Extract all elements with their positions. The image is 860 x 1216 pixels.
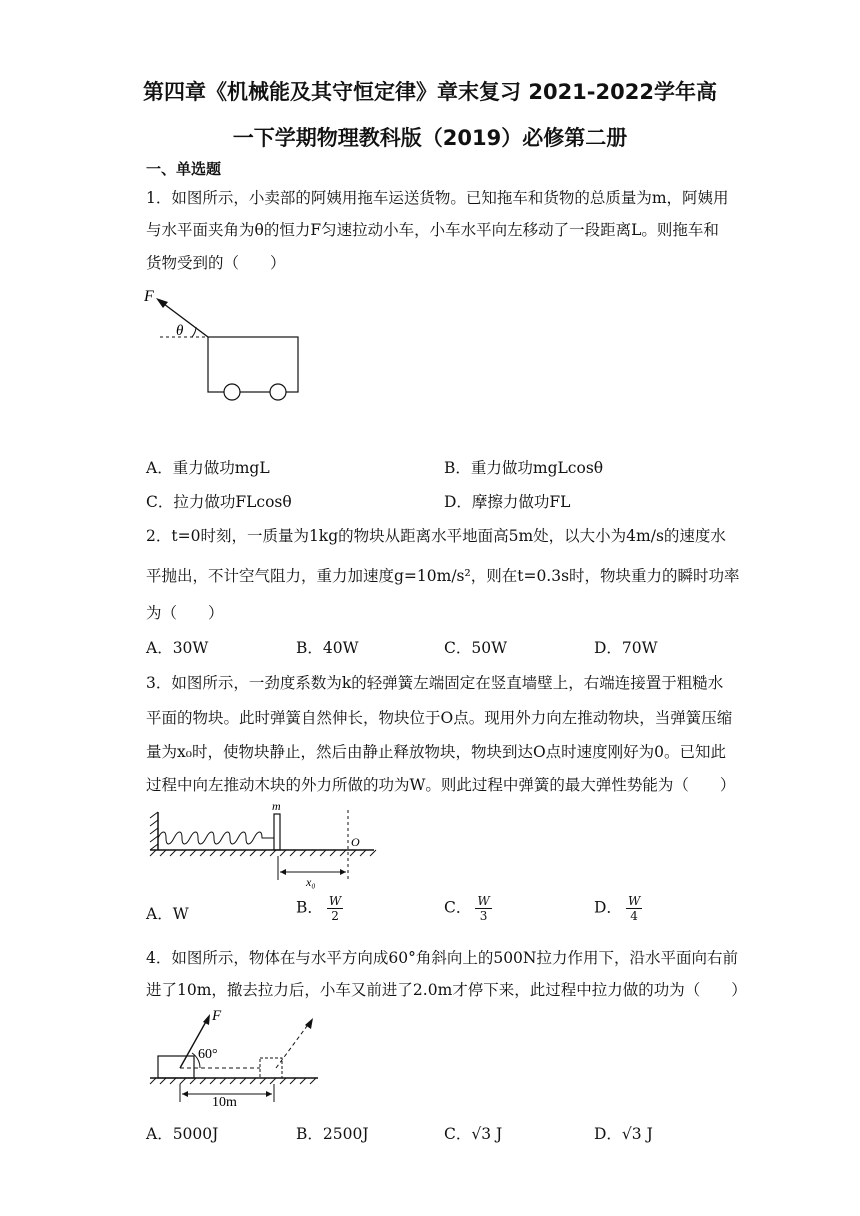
- q3-line-4: 过程中向左推动木块的外力所做的功为W。则此过程中弹簧的最大弹性势能为（ ）: [146, 776, 736, 794]
- q4-angle-label: 60°: [198, 1047, 218, 1062]
- q3-b-numerator: W: [328, 894, 342, 908]
- q2-option-d: D．70W: [594, 639, 658, 657]
- q1-cart-figure: [140, 285, 320, 410]
- q4-option-c: C．√3 J: [444, 1125, 503, 1143]
- q3-d-numerator: W: [627, 894, 641, 908]
- q4-force-label: F: [212, 1008, 222, 1024]
- q3-c-denominator: 3: [479, 909, 488, 923]
- q1-line-2: 与水平面夹角为θ的恒力F匀速拉动小车，小车水平向左移动了一段距离L。则拖车和: [146, 221, 719, 239]
- q4-line-1: 4．如图所示，物体在与水平方向成60°角斜向上的500N拉力作用下，沿水平面向右前: [146, 949, 738, 967]
- q3-spring-figure: [146, 800, 386, 890]
- q1-option-b: B．重力做功mgLcosθ: [444, 459, 604, 477]
- q2-option-a: A．30W: [146, 639, 209, 657]
- section-heading: 一、单选题: [146, 160, 222, 178]
- q3-mass-label: m: [272, 799, 281, 813]
- q3-option-b: B． $\frac{W}{2}$: [296, 894, 342, 923]
- q1-option-a: A．重力做功mgL: [146, 459, 270, 477]
- title-line-1: 第四章《机械能及其守恒定律》章末复习 2021-2022学年高: [143, 80, 717, 104]
- q4-option-b: B．2500J: [296, 1125, 369, 1143]
- q2-line-1: 2．t=0时刻，一质量为1kg的物块从距离水平地面高5m处，以大小为4m/s的速度水: [146, 527, 726, 545]
- q1-option-c: C．拉力做功FLcosθ: [146, 493, 292, 511]
- q3-line-2: 平面的物块。此时弹簧自然伸长，物块位于O点。现用外力向左推动物块，当弹簧压缩: [146, 709, 733, 727]
- q2-option-b: B．40W: [296, 639, 359, 657]
- q1-angle-label: θ: [176, 323, 184, 339]
- q4-force-figure: [146, 1008, 336, 1108]
- q3-option-d: D． $\frac{W}{4}$: [594, 894, 641, 923]
- q2-line-3: 为（ ）: [146, 604, 224, 622]
- q3-line-3: 量为x₀时，使物块静止，然后由静止释放物块，物块到达O点时速度刚好为0。已知此: [146, 743, 727, 761]
- title-line-2: 一下学期物理教科版（2019）必修第二册: [232, 126, 628, 150]
- q1-line-1: 1．如图所示，小卖部的阿姨用拖车运送货物。已知拖车和货物的总质量为m，阿姨用: [146, 189, 729, 207]
- q4-option-d: D．√3 J: [594, 1125, 653, 1143]
- q1-option-d: D．摩擦力做功FL: [444, 493, 571, 511]
- q3-c-numerator: W: [477, 894, 490, 908]
- q3-option-c: C． $\frac{W}{3}$: [444, 894, 490, 923]
- q3-point-label: O: [351, 835, 360, 849]
- q4-distance-label: 10m: [212, 1095, 237, 1110]
- q4-option-a: A．5000J: [146, 1125, 219, 1143]
- q4-line-2: 进了10m，撤去拉力后，小车又前进了2.0m才停下来，此过程中拉力做的功为（ ）: [146, 981, 747, 999]
- q2-line-2: 平抛出，不计空气阻力，重力加速度g=10m/s²，则在t=0.3s时，物块重力的瞬时功率: [146, 567, 740, 585]
- q3-disp-label: x₀: [306, 875, 316, 889]
- q3-option-a: A．W: [146, 905, 189, 923]
- q2-option-c: C．50W: [444, 639, 508, 657]
- q1-force-label: F: [144, 288, 154, 305]
- q3-b-denominator: 2: [331, 909, 339, 923]
- q3-d-denominator: 4: [630, 909, 638, 923]
- q1-line-3: 货物受到的（ ）: [146, 254, 286, 272]
- q3-line-1: 3．如图所示，一劲度系数为k的轻弹簧左端固定在竖直墙壁上，右端连接置于粗糙水: [146, 674, 724, 692]
